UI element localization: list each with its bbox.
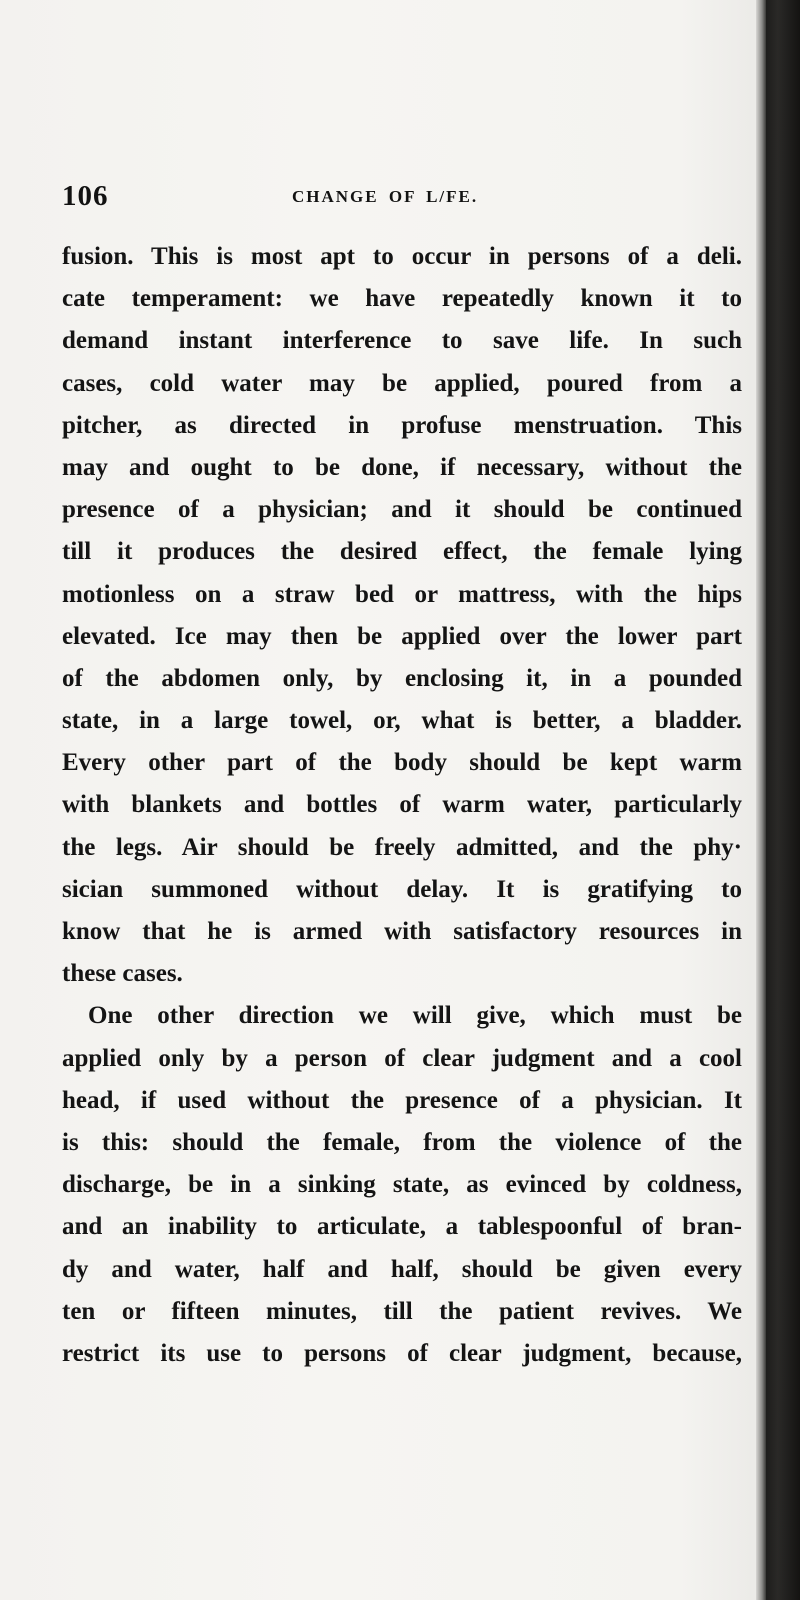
page-edge-shadow [756,0,766,1600]
text-line: and an inability to articulate, a tablespoonful of bran- [62,1213,742,1241]
text-line: state, in a large towel, or, what is better, a bladder. [62,707,742,735]
text-line: demand instant interference to save life. In such [62,327,742,355]
text-line: applied only by a person of clear judgment and a cool [62,1044,742,1072]
text-line: know that he is armed with satisfactory resources in [62,918,742,945]
text-line: these cases. [62,960,183,988]
text-line: ten or fifteen minutes, till the patient revives. We [62,1297,742,1325]
text-line: dy and water, half and half, should be given every [62,1255,742,1283]
text-line: sician summoned without delay. It is gratifying to [62,875,742,903]
text-line: cate temperament: we have repeatedly known it to [62,285,742,313]
text-line: of the abdomen only, by enclosing it, in a pounded [62,664,742,692]
paragraph-2 [62,995,742,1375]
text-line: One other direction we will give, which must be [88,1002,742,1030]
body-text [62,236,742,1375]
paragraph-1 [62,236,742,995]
text-line: with blankets and bottles of warm water, particularly [62,791,742,819]
text-line: discharge, be in a sinking state, as evinced by coldness, [62,1171,742,1199]
page-header [62,180,752,220]
text-line: the legs. Air should be freely admitted, and the phy· [62,833,742,861]
text-line: motionless on a straw bed or mattress, with the hips [62,580,742,608]
text-line: presence of a physician; and it should be continued [62,496,742,524]
text-line: restrict its use to persons of clear judgment, because, [62,1339,742,1367]
text-line: fusion. This is most apt to occur in persons of a deli. [62,243,742,270]
running-head: CHANGE OF L/FE. [292,187,479,206]
text-line: till it produces the desired effect, the female lying [62,538,742,566]
text-line: head, if used without the presence of a physician. It [62,1086,742,1114]
text-line: pitcher, as directed in profuse menstruation. This [62,411,742,439]
text-line: Every other part of the body should be kept warm [62,749,742,777]
text-line: may and ought to be done, if necessary, without the [62,453,742,481]
text-line: cases, cold water may be applied, poured from a [62,369,742,397]
book-spine [766,0,800,1600]
page-number: 106 [62,180,109,212]
text-line: elevated. Ice may then be applied over the lower part [62,622,742,650]
text-line: is this: should the female, from the violence of the [62,1128,742,1156]
